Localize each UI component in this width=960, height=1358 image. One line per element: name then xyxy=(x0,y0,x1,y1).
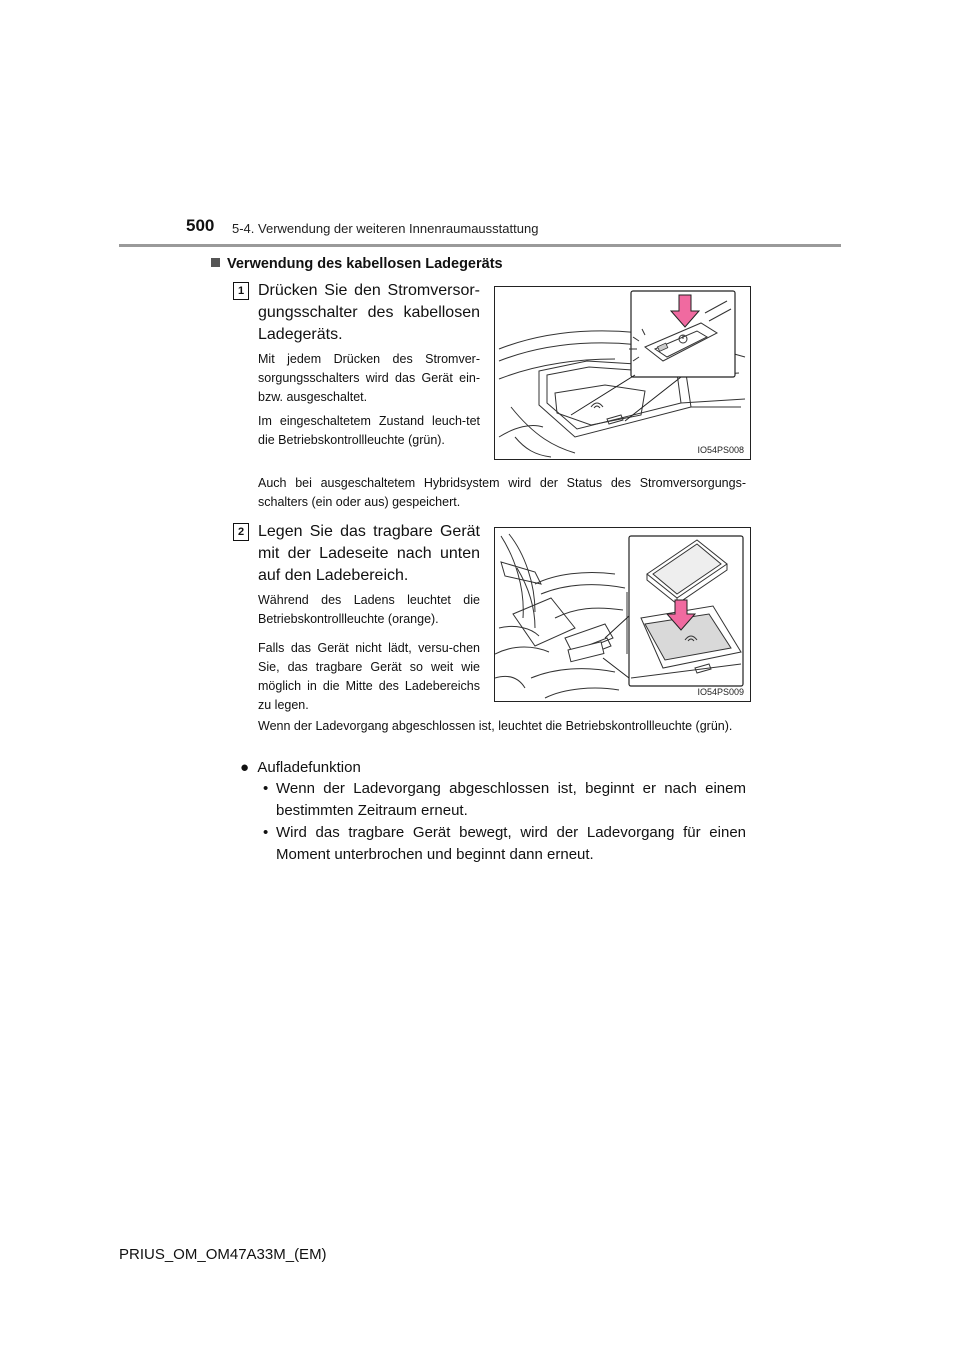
bullet-dot-icon: ● xyxy=(240,759,250,776)
device-on-charger-illustration xyxy=(495,528,750,701)
step-full-note: Auch bei ausgeschaltetem Hybridsystem wird der Status des Stromversorgungs-schalters (ein oder aus) gespeichert. xyxy=(258,476,746,509)
step-full-note: Wenn der Ladevorgang abgeschlossen ist, leuchtet die Betriebskontrollleuchte (grün). xyxy=(258,719,733,733)
step-instruction: Legen Sie das tragbare Gerät mit der Ladeseite nach unten auf den Ladebereich. xyxy=(258,523,480,584)
figure-code: IO54PS009 xyxy=(697,687,744,697)
section-heading xyxy=(211,256,503,272)
charger-console-illustration xyxy=(495,287,750,459)
list-item xyxy=(263,778,746,822)
page-number: 500 xyxy=(186,216,215,235)
step-number-badge: 1 xyxy=(233,282,249,300)
step-note: Im eingeschaltetem Zustand leuch-tet die Betriebskontrollleuchte (grün). xyxy=(258,414,480,447)
recharge-title: Aufladefunktion xyxy=(257,759,361,776)
figure-place-device xyxy=(494,527,751,702)
step-note: Mit jedem Drücken des Stromver-sorgungsschalters wird das Gerät ein- bzw. ausgeschaltet. xyxy=(258,352,480,404)
square-bullet-icon xyxy=(211,258,220,267)
list-item-text: Wenn der Ladevorgang abgeschlossen ist, beginnt er nach einem bestimmten Zeitraum erneut. xyxy=(276,780,746,819)
chapter-title: 5-4. Verwendung der weiteren Innenraumausstattung xyxy=(232,221,539,236)
step-note: Falls das Gerät nicht lädt, versu-chen Sie, das tragbare Gerät so weit wie möglich in die Mitte des Ladebereichs zu legen. xyxy=(258,641,480,712)
step-instruction: Drücken Sie den Stromversor-gungsschalter des kabellosen Ladegeräts. xyxy=(258,282,480,343)
document-code: PRIUS_OM_OM47A33M_(EM) xyxy=(119,1246,327,1263)
header-rule xyxy=(119,244,841,247)
section-title: Verwendung des kabellosen Ladegeräts xyxy=(227,256,503,272)
list-item xyxy=(263,822,746,866)
figure-code: IO54PS008 xyxy=(697,445,744,455)
list-item-text: Wird das tragbare Gerät bewegt, wird der Ladevorgang für einen Moment unterbrochen und beginnt dann erneut. xyxy=(276,824,746,863)
step-number-badge: 2 xyxy=(233,523,249,541)
list-marker: • xyxy=(263,824,269,841)
figure-charger-switch xyxy=(494,286,751,460)
step-note: Während des Ladens leuchtet die Betriebskontrollleuchte (orange). xyxy=(258,593,480,626)
recharge-heading xyxy=(240,757,361,779)
list-marker: • xyxy=(263,780,269,797)
